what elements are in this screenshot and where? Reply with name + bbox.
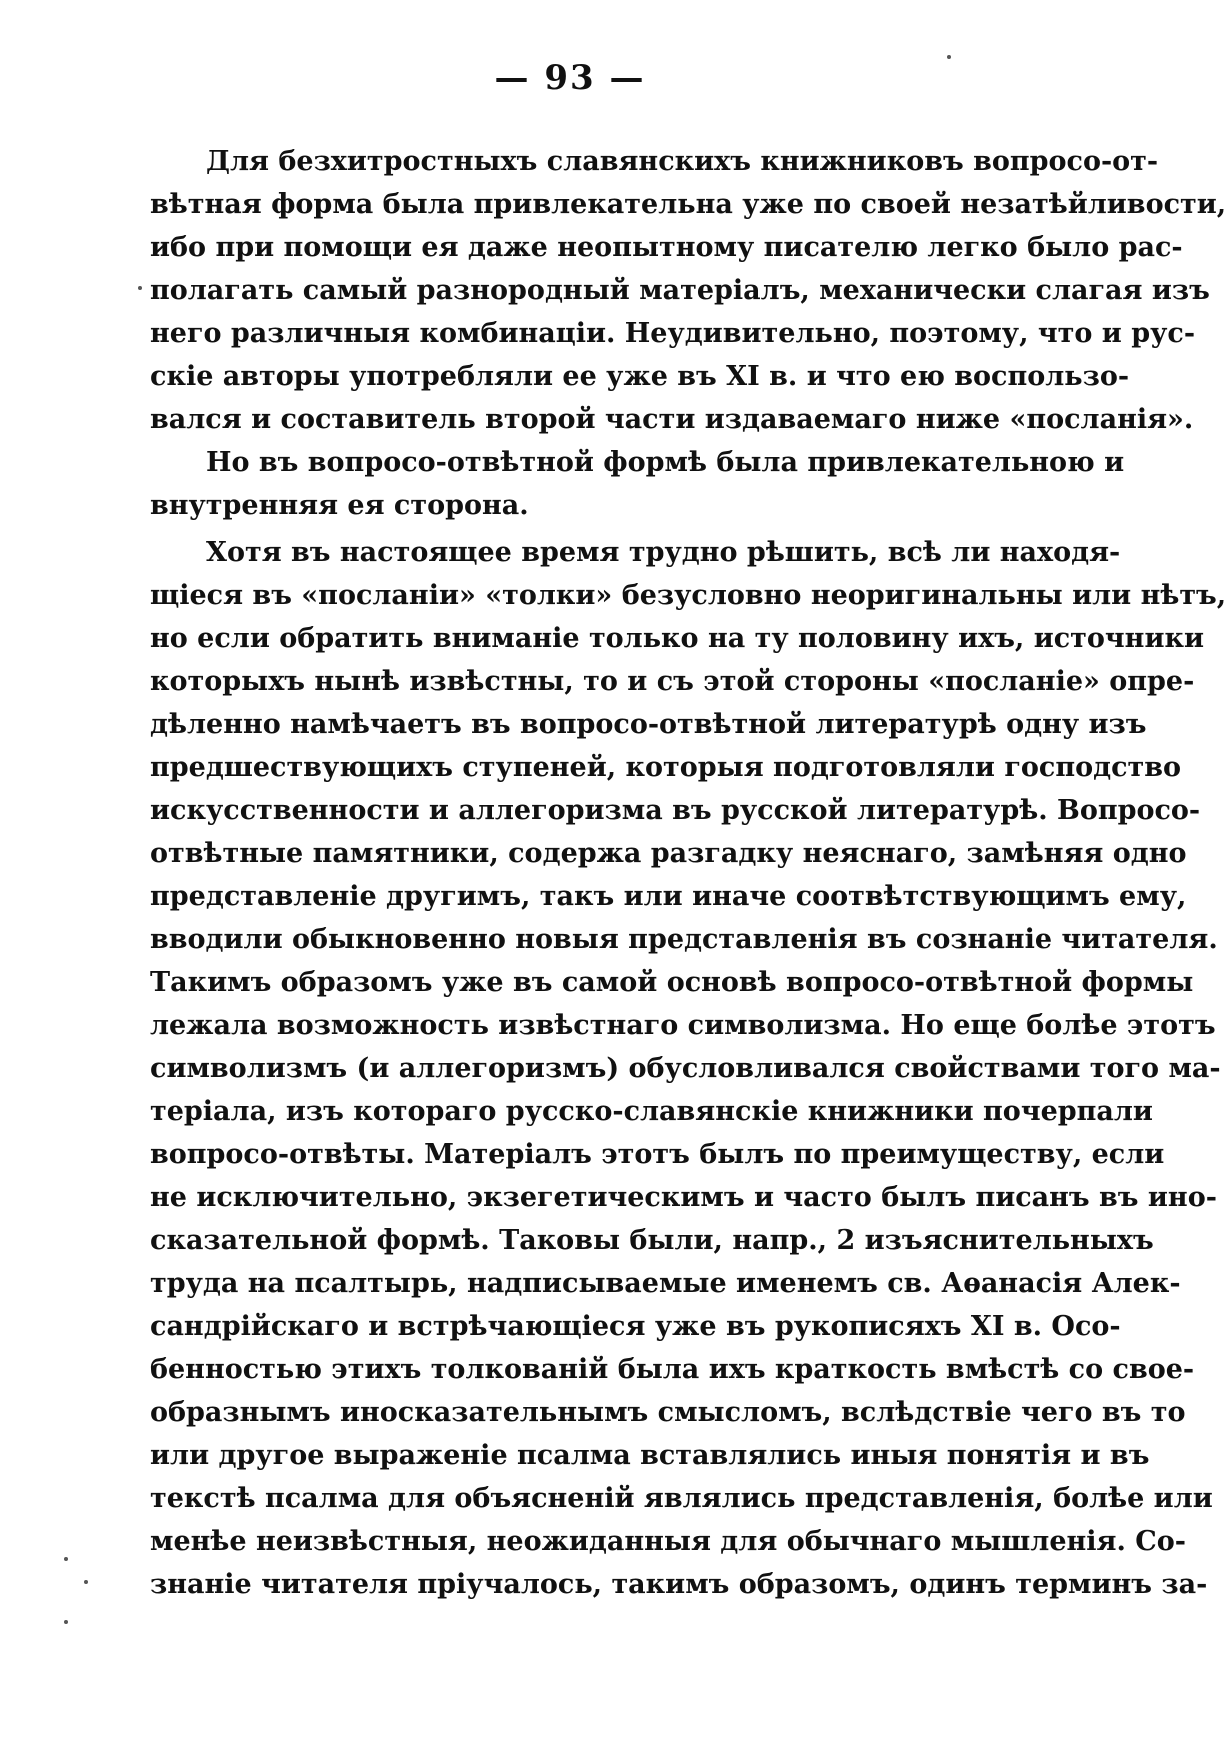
text-line: представленіе другимъ, такъ или иначе соотвѣтствующимъ ему,	[150, 881, 1187, 912]
text-line: предшествующихъ ступеней, которыя подготовляли господство	[150, 752, 1182, 783]
text-line: теріала, изъ котораго русско-славянскіе книжники почерпали	[150, 1096, 1153, 1127]
text-line: полагать самый разнородный матеріалъ, механически слагая изъ	[150, 275, 1210, 306]
text-line: вался и составитель второй части издаваемаго ниже «посланія».	[150, 404, 1194, 435]
text-line: менѣе неизвѣстныя, неожиданныя для обычнаго мышленія. Со-	[150, 1526, 1186, 1557]
text-line: образнымъ иносказательнымъ смысломъ, вслѣдствіе чего въ то	[150, 1397, 1186, 1428]
text-line: вопросо-отвѣты. Матеріалъ этотъ былъ по преимуществу, если	[150, 1139, 1165, 1170]
text-line: отвѣтные памятники, содержа разгадку неяснаго, замѣняя одно	[150, 838, 1187, 869]
text-line: Но въ вопросо-отвѣтной формѣ была привлекательною и	[206, 447, 1125, 478]
text-line: внутренняя ея сторона.	[150, 490, 529, 521]
text-line: или другое выраженіе псалма вставлялись иныя понятія и въ	[150, 1440, 1150, 1471]
text-line: искусственности и аллегоризма въ русской литературѣ. Вопросо-	[150, 795, 1201, 826]
text-line: которыхъ нынѣ извѣстны, то и съ этой стороны «посланіе» опре-	[150, 666, 1195, 697]
text-line: символизмъ (и аллегоризмъ) обусловливался свойствами того ма-	[150, 1053, 1221, 1084]
text-line: лежала возможность извѣстнаго символизма. Но еще болѣе этотъ	[150, 1010, 1216, 1041]
text-line: ибо при помощи ея даже неопытному писателю легко было рас-	[150, 232, 1183, 263]
text-line: скіе авторы употребляли ее уже въ XI в. и что ею воспользо-	[150, 361, 1130, 392]
scan-speck	[947, 55, 951, 59]
text-line: но если обратить вниманіе только на ту половину ихъ, источники	[150, 623, 1204, 654]
scan-speck	[64, 1557, 68, 1561]
text-line: вводили обыкновенно новыя представленія въ сознаніе читателя.	[150, 924, 1218, 955]
text-line: труда на псалтырь, надписываемые именемъ св. Аѳанасія Алек-	[150, 1268, 1181, 1299]
text-line: Такимъ образомъ уже въ самой основѣ вопросо-отвѣтной формы	[150, 967, 1194, 998]
scan-speck	[64, 1620, 68, 1624]
text-line: бенностью этихъ толкованій была ихъ краткость вмѣстѣ со свое-	[150, 1354, 1195, 1385]
text-line: Для безхитростныхъ славянскихъ книжниковъ вопросо-от-	[206, 146, 1159, 177]
page-number: — 93 —	[494, 58, 646, 98]
scan-speck	[138, 286, 142, 290]
text-line: знаніе читателя пріучалось, такимъ образомъ, одинъ терминъ за-	[150, 1569, 1208, 1600]
text-line: вѣтная форма была привлекательна уже по своей незатѣйливости,	[150, 189, 1226, 220]
text-line: него различныя комбинаціи. Неудивительно, поэтому, что и рус-	[150, 318, 1196, 349]
text-line: сказательной формѣ. Таковы были, напр., 2 изъяснительныхъ	[150, 1225, 1154, 1256]
body-text	[150, 140, 1226, 1606]
text-line: текстѣ псалма для объясненій являлись представленія, болѣе или	[150, 1483, 1213, 1514]
text-line: сандрійскаго и встрѣчающіеся уже въ рукописяхъ XI в. Осо-	[150, 1311, 1121, 1342]
text-line: щіеся въ «посланіи» «толки» безусловно неоригинальны или нѣтъ,	[150, 580, 1226, 611]
text-line: дѣленно намѣчаетъ въ вопросо-отвѣтной литературѣ одну изъ	[150, 709, 1147, 740]
text-line: не исключительно, экзегетическимъ и часто былъ писанъ въ ино-	[150, 1182, 1217, 1213]
text-line: Хотя въ настоящее время трудно рѣшить, всѣ ли находя-	[206, 537, 1121, 568]
scan-speck	[84, 1580, 88, 1584]
